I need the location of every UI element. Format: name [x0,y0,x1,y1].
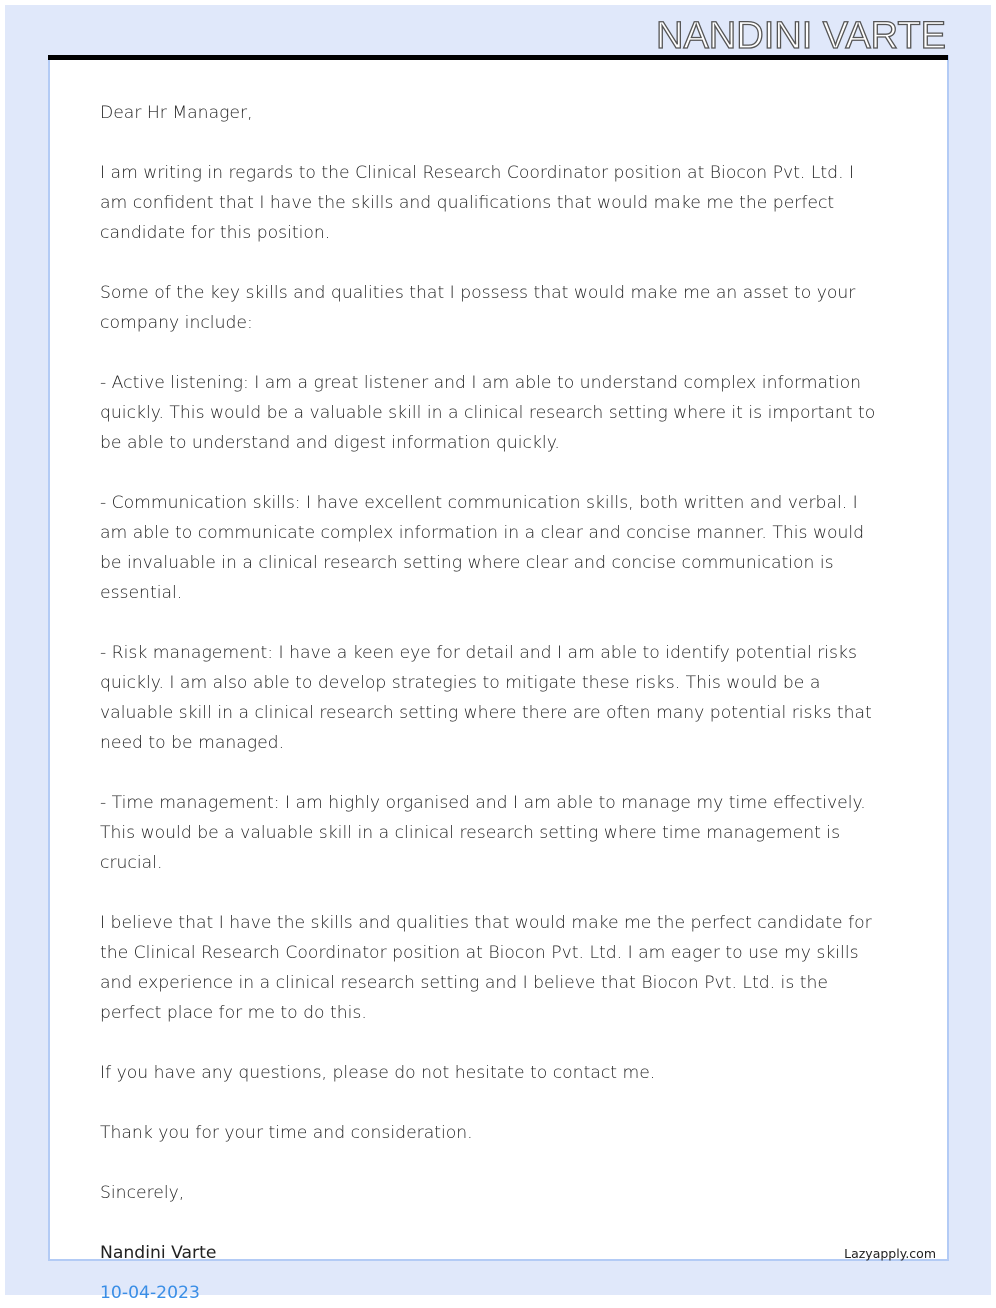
paragraph-line: am confident that I have the skills and qualifications that would make me the perfect [100,193,835,213]
paragraph-line: quickly. This would be a valuable skill in a clinical research setting where it is important to [100,403,876,423]
paragraph-line: I am writing in regards to the Clinical Research Coordinator position at Biocon Pvt. Ltd. I [100,163,855,183]
letter-paragraph [100,158,875,248]
letter-paragraph [100,98,875,128]
paragraph-line: be able to understand and digest information quickly. [100,433,560,453]
paragraph-line: - Communication skills: I have excellent communication skills, both written and verbal. I [100,493,858,513]
paragraph-line: This would be a valuable skill in a clinical research setting where time management is [100,823,841,843]
letter-paragraph [100,368,875,458]
applicant-name-heading: NANDINI VARTE [656,15,946,57]
paragraph-line: be invaluable in a clinical research setting where clear and concise communication is [100,553,834,573]
letter-date: 10-04-2023 [100,1283,200,1303]
paragraph-line: - Risk management: I have a keen eye for detail and I am able to identify potential risks [100,643,857,663]
paragraph-line: company include: [100,313,253,333]
letter-paragraph [100,1118,875,1148]
paragraph-line: perfect place for me to do this. [100,1003,367,1023]
paragraph-line: valuable skill in a clinical research setting where there are often many potential risks that [100,703,872,723]
paragraph-line: Sincerely, [100,1183,185,1203]
paragraph-line: crucial. [100,853,163,873]
letter-paragraph [100,278,875,338]
paragraph-line: - Time management: I am highly organised and I am able to manage my time effectively. [100,793,866,813]
letter-paragraph [100,788,875,878]
paragraph-line: essential. [100,583,183,603]
paragraph-line: Some of the key skills and qualities that I possess that would make me an asset to your [100,283,856,303]
paragraph-line: need to be managed. [100,733,285,753]
paragraph-line: and experience in a clinical research setting and I believe that Biocon Pvt. Ltd. is the [100,973,828,993]
paragraph-line: If you have any questions, please do not hesitate to contact me. [100,1063,656,1083]
paragraph-line: - Active listening: I am a great listener and I am able to understand complex information [100,373,862,393]
letter-paragraph [100,908,875,1028]
paragraph-line: am able to communicate complex information in a clear and concise manner. This would [100,523,865,543]
letter-paragraph [100,1178,875,1208]
signature-name: Nandini Varte [100,1243,217,1263]
brand-watermark: Lazyapply.com [844,1246,936,1261]
paragraph-line: quickly. I am also able to develop strategies to mitigate these risks. This would be a [100,673,821,693]
letter-paragraph [100,488,875,608]
letter-paragraph [100,1058,875,1088]
letter-paragraph [100,638,875,758]
paragraph-line: Thank you for your time and consideration. [100,1123,473,1143]
paragraph-line: Dear Hr Manager, [100,103,253,123]
paragraph-line: the Clinical Research Coordinator position at Biocon Pvt. Ltd. I am eager to use my skills [100,943,859,963]
paragraph-line: candidate for this position. [100,223,331,243]
paragraph-line: I believe that I have the skills and qualities that would make me the perfect candidate for [100,913,872,933]
letter-body [100,98,875,1238]
